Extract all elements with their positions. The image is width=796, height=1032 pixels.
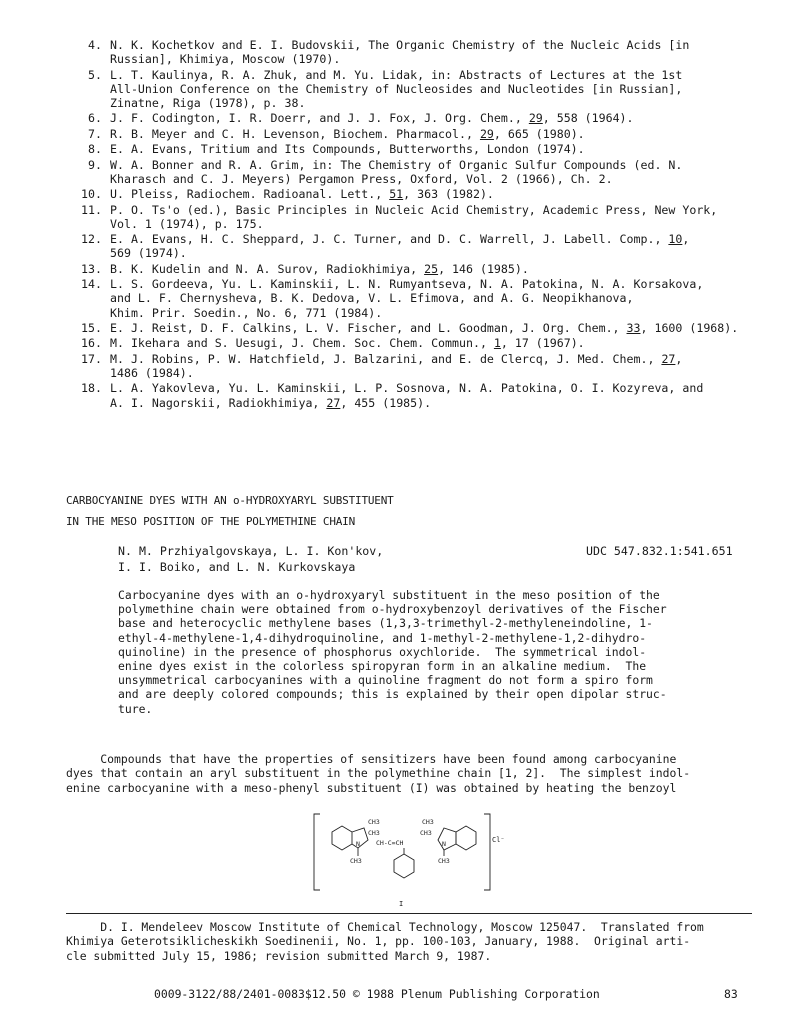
footnote-line: Khimiya Geterotsiklicheskikh Soedinenii, No. 1, pp. 100-103, January, 1988. Original arti- [66,934,691,949]
reference-item [66,232,766,260]
reference-item [66,142,766,156]
authors-line2: I. I. Boiko, and L. N. Kurkovskaya [118,559,356,574]
reference-item [66,187,766,201]
chemical-structure-i [310,808,520,900]
reference-number: 15. [81,320,102,335]
abstract-line: unsymmetrical carbocyanines with a quinoline fragment do not form a spiro form [118,673,653,688]
reference-text: E. A. Evans, H. C. Sheppard, J. C. Turner, and D. C. Warrell, J. Labell. Comp., 10, 569 (1974). [110,232,690,261]
ch3-n1-label: CH3 [350,857,362,865]
reference-item [66,68,766,111]
reference-number: 13. [81,261,102,276]
n-left-label: N [356,840,360,848]
counterion-label: Cl⁻ [492,836,505,844]
reference-text: N. K. Kochetkov and E. I. Budovskii, The Organic Chemistry of the Nucleic Acids [in Russian], Khimiya, Moscow (1970). [110,38,690,67]
reference-text: M. Ikehara and S. Uesugi, J. Chem. Soc. Chem. Commun., 1, 17 (1967). [110,336,585,351]
reference-number: 9. [88,157,102,172]
reference-number: 4. [88,38,102,52]
abstract-line: polymethine chain were obtained from o-hydroxybenzoyl derivatives of the Fischer [118,602,667,617]
reference-text: W. A. Bonner and R. A. Grim, in: The Chemistry of Organic Sulfur Compounds (ed. N. Kharasch and C. J. Meyers) Pergamon Press, Oxford, Vol. 2 (1966), Ch. 2. [110,157,683,186]
reference-item [66,203,766,231]
chain-label: CH-C=CH [376,839,404,847]
ch3-label-c: CH3 [422,818,434,826]
footnote [66,920,766,963]
reference-item [66,277,766,320]
reference-item [66,158,766,186]
abstract-line: quinoline) in the presence of phosphorus oxychloride. The symmetrical indol- [118,644,647,659]
reference-number: 16. [81,336,102,351]
reference-number: 18. [81,381,102,396]
reference-text: B. K. Kudelin and N. A. Surov, Radiokhimiya, 25, 146 (1985). [110,261,529,276]
reference-item [66,262,766,276]
reference-number: 6. [88,111,102,126]
reference-text: P. O. Ts'o (ed.), Basic Principles in Nucleic Acid Chemistry, Academic Press, New York, Vol. 1 (1974), p. 175. [110,202,718,231]
reference-number: 10. [81,187,102,202]
ch3-label-d: CH3 [420,829,432,837]
ch3-label-a: CH3 [368,818,380,826]
reference-text: L. T. Kaulinya, R. A. Zhuk, and M. Yu. Lidak, in: Abstracts of Lectures at the 1st All-Union Conference on the Chemistry of Nucleosides and Nucleotides [in Russian], Zinatne, Riga (1978), p. 38. [110,67,683,110]
body-line: Compounds that have the properties of sensitizers have been found among carbocyanine [66,752,677,766]
abstract-line: enine dyes exist in the colorless spiropyran form in an alkaline medium. The [118,659,647,674]
footnote-rule [66,913,752,914]
n-right-label: N [442,840,446,848]
reference-number: 7. [88,126,102,141]
reference-number: 11. [81,202,102,217]
abstract [118,588,730,716]
abstract-line: and are deeply colored compounds; this is explained by their open dipolar struc- [118,687,667,702]
authors [118,544,383,575]
reference-item [66,38,766,66]
body-text [66,752,766,795]
article-title-line2: IN THE MESO POSITION OF THE POLYMETHINE CHAIN [66,515,356,528]
abstract-line: ture. [118,701,153,716]
compound-label: I [399,900,404,908]
structure-drawing [310,808,520,900]
reference-item [66,336,766,350]
reference-item [66,381,766,409]
reference-list [66,38,766,411]
reference-text: E. J. Reist, D. F. Calkins, L. V. Fischer, and L. Goodman, J. Org. Chem., 33, 1600 (1968). [110,320,739,335]
reference-number: 12. [81,232,102,247]
reference-item [66,321,766,335]
body-line: dyes that contain an aryl substituent in the polymethine chain [1, 2]. The simplest indol- [66,766,691,781]
reference-item [66,352,766,380]
reference-number: 14. [81,277,102,292]
authors-line1: N. M. Przhiyalgovskaya, L. I. Kon'kov, [118,544,384,558]
reference-text: M. J. Robins, P. W. Hatchfield, J. Balzarini, and E. de Clercq, J. Med. Chem., 27, 1486 (1984). [110,351,683,380]
copyright-line: 0009-3122/88/2401-0083$12.50 © 1988 Plenum Publishing Corporation [154,987,600,1001]
ch3-label-b: CH3 [368,829,380,837]
abstract-line: base and heterocyclic methylene bases (1,3,3-trimethyl-2-methyleneindoline, 1- [118,616,653,631]
reference-text: L. A. Yakovleva, Yu. L. Kaminskii, L. P. Sosnova, N. A. Patokina, O. I. Kozyreva, and A. I. Nagorskii, Radiokhimiya, 27, 455 (1985). [110,381,704,410]
reference-text: J. F. Codington, I. R. Doerr, and J. J. Fox, J. Org. Chem., 29, 558 (1964). [110,111,634,126]
udc-code: UDC 547.832.1:541.651 [586,544,733,558]
body-line: enine carbocyanine with a meso-phenyl substituent (I) was obtained by heating the benzoyl [66,780,677,795]
footnote-line: cle submitted July 15, 1986; revision submitted March 9, 1987. [66,948,492,963]
ch3-n2-label: CH3 [438,857,450,865]
reference-text: U. Pleiss, Radiochem. Radioanal. Lett., 51, 363 (1982). [110,187,494,202]
reference-item [66,111,766,125]
page-number: 83 [724,987,738,1001]
reference-number: 8. [88,142,102,157]
reference-number: 5. [88,67,102,82]
reference-text: R. B. Meyer and C. H. Levenson, Biochem. Pharmacol., 29, 665 (1980). [110,126,585,141]
abstract-line: Carbocyanine dyes with an o-hydroxyaryl substituent in the meso position of the [118,588,660,602]
reference-text: L. S. Gordeeva, Yu. L. Kaminskii, L. N. Rumyantseva, N. A. Patokina, N. A. Korsakova, and L. F. Chernysheva, B. K. Dedova, V. L. Efimova, and A. G. Neopikhanova, Khim. Prir. Soedin., No. 6, 771 (1984). [110,277,704,320]
abstract-line: ethyl-4-methylene-1,4-dihydroquinoline, and 1-methyl-2-methylene-1,2-dihydro- [118,630,647,645]
reference-number: 17. [81,351,102,366]
article-title-line1: CARBOCYANINE DYES WITH AN o-HYDROXYARYL SUBSTITUENT [66,494,394,507]
footnote-line: D. I. Mendeleev Moscow Institute of Chemical Technology, Moscow 125047. Translated from [66,920,704,934]
reference-item [66,127,766,141]
reference-text: E. A. Evans, Tritium and Its Compounds, Butterworths, London (1974). [110,142,585,157]
